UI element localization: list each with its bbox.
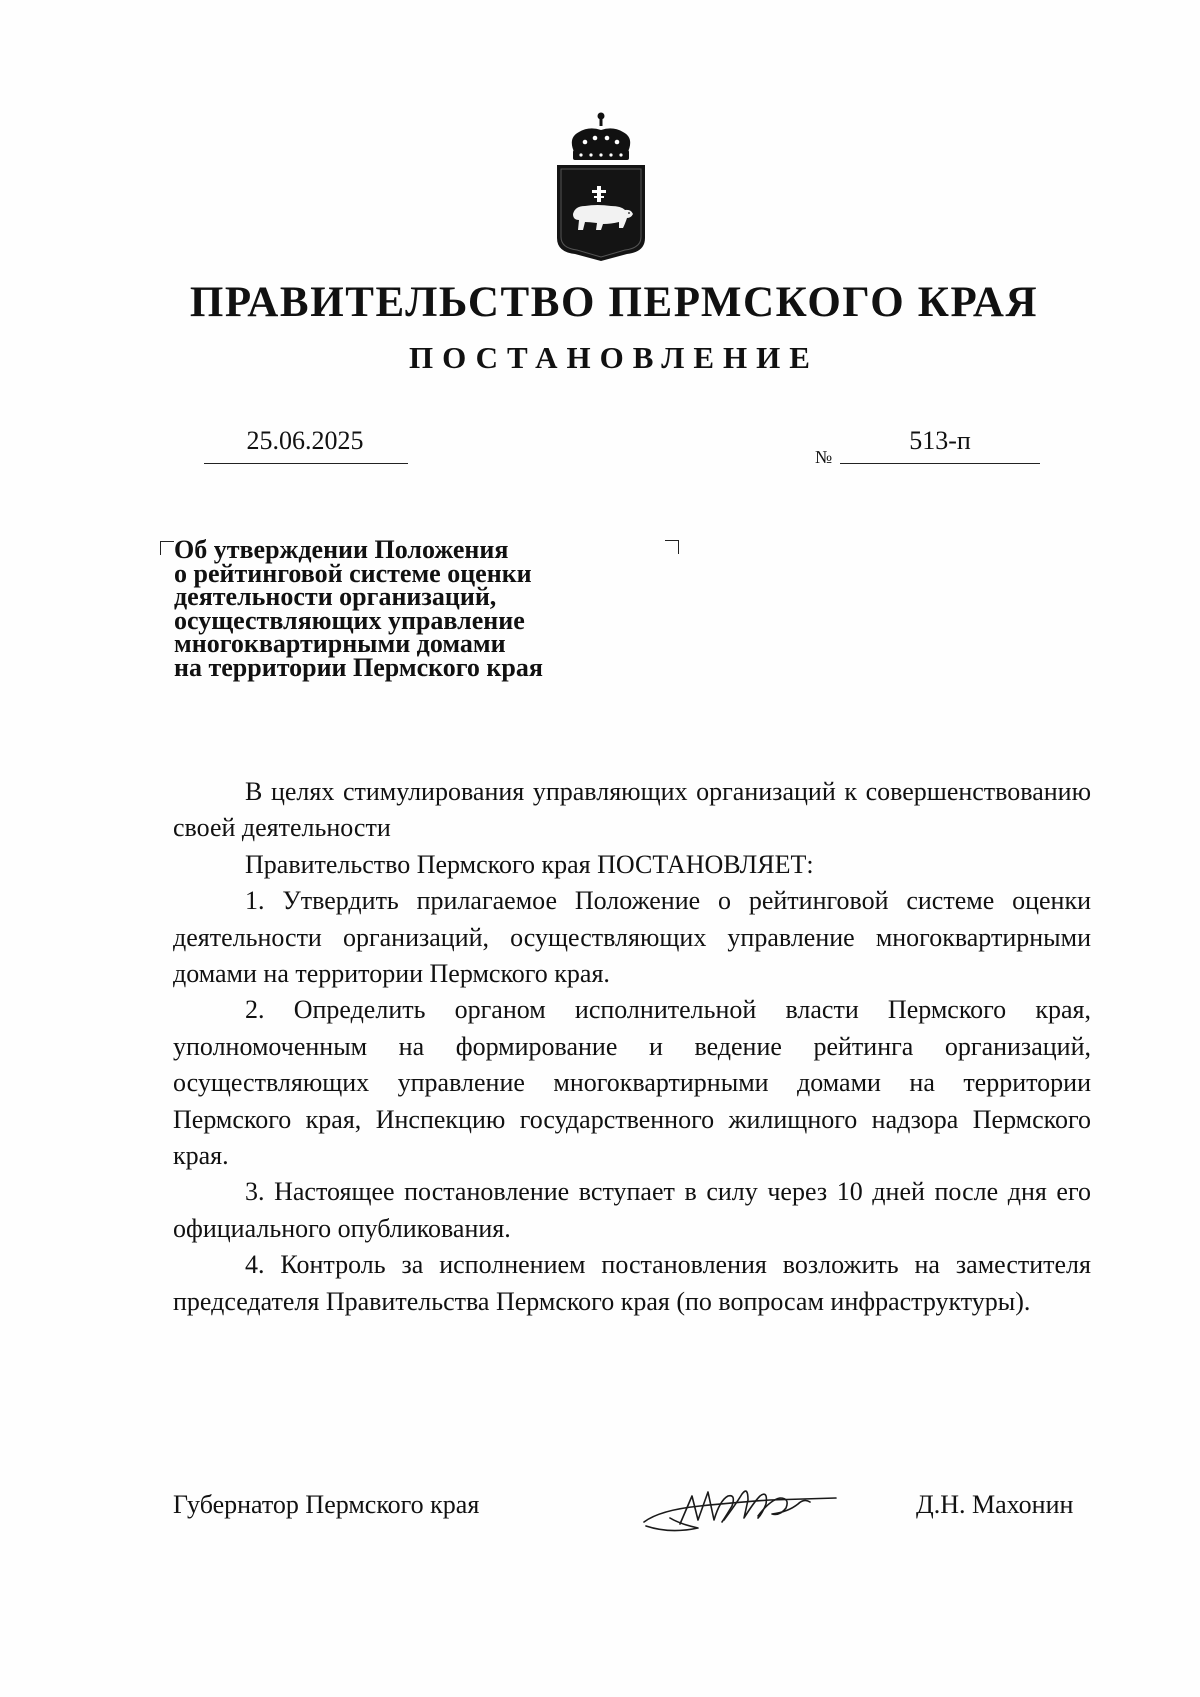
number-underline [840,463,1040,464]
handwritten-signature [640,1476,840,1546]
clause-2: 2. Определить органом исполнительной власти Пермского края, уполномоченным на формирование и ведение рейтинга организаций, осуществляющих управление многоквартирными домами на территории Пермского края, Инспекцию государственного жилищного надзора Пермского края. [173,995,1091,1171]
clause-4: 4. Контроль за исполнением постановления возложить на заместителя председателя Правительства Пермского края (по вопросам инфраструктуры). [173,1250,1091,1316]
document-date: 25.06.2025 [246,426,364,455]
signatory-name: Д.Н. Махонин [916,1490,1074,1519]
clause-3: 3. Настоящее постановление вступает в силу через 10 дней после дня его официального опубликования. [173,1177,1091,1243]
document-number: 513-п [909,426,971,455]
resolution-statement: Правительство Пермского края ПОСТАНОВЛЯЕТ: [245,849,814,879]
subject-line: Об утверждении Положения [174,535,509,564]
subject-line: осуществляющих управление [174,605,525,635]
preamble-paragraph: В целях стимулирования управляющих организаций к совершенствованию своей деятельности [173,777,1091,843]
number-sign: № [815,447,833,467]
subject-corner-right [665,540,679,554]
document-body [173,774,1091,1320]
signatory-position: Губернатор Пермского края [173,1490,480,1519]
perm-krai-coat-of-arms [555,110,647,262]
subject-line: на территории Пермского края [174,652,543,682]
document-type: ПОСТАНОВЛЕНИЕ [409,340,819,375]
subject-line: о рейтинговой системе оценки [174,558,532,588]
document-subject [174,535,644,682]
subject-corner-left [160,541,174,555]
subject-line: многоквартирными домами [174,629,506,658]
subject-line: деятельности организаций, [174,582,497,611]
date-underline [204,463,408,464]
government-title: ПРАВИТЕЛЬСТВО ПЕРМСКОГО КРАЯ [189,279,1039,326]
clause-1: 1. Утвердить прилагаемое Положение о рейтинговой системе оценки деятельности организаций, осуществляющих управление многоквартирными домами на территории Пермского края. [173,886,1091,989]
